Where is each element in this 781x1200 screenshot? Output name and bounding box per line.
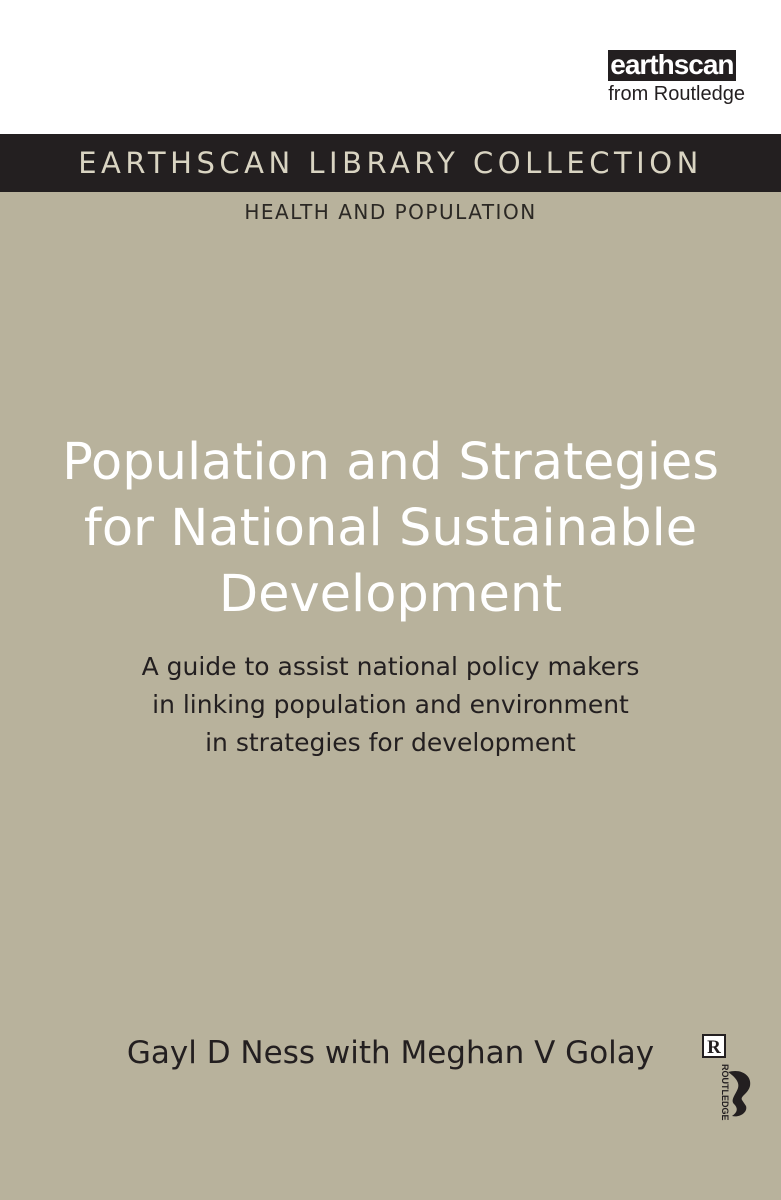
book-subtitle [10, 648, 771, 762]
book-subtitle-line: in linking population and environment [152, 690, 629, 719]
book-subtitle-line: in strategies for development [205, 728, 576, 757]
book-title-line: Population and Strategies [62, 433, 719, 492]
book-authors: Gayl D Ness with Meghan V Golay [126, 1035, 655, 1071]
routledge-wordmark: ROUTLEDGE [720, 1064, 730, 1121]
series-bar [0, 134, 781, 192]
top-white-band [0, 0, 781, 134]
routledge-r-icon: R [707, 1037, 721, 1058]
series-title: EARTHSCAN LIBRARY COLLECTION [78, 146, 703, 180]
book-subtitle-line: A guide to assist national policy makers [141, 652, 640, 681]
earthscan-subline: from Routledge [608, 83, 745, 105]
book-title [10, 430, 771, 628]
earthscan-wordmark: earthscan [610, 49, 734, 80]
subseries-label: HEALTH AND POPULATION [244, 200, 537, 224]
routledge-profile-icon [728, 1071, 750, 1116]
earthscan-logo [608, 50, 745, 105]
book-title-line: for National Sustainable [83, 499, 698, 558]
book-title-line: Development [218, 565, 563, 624]
routledge-logo [702, 1034, 758, 1130]
